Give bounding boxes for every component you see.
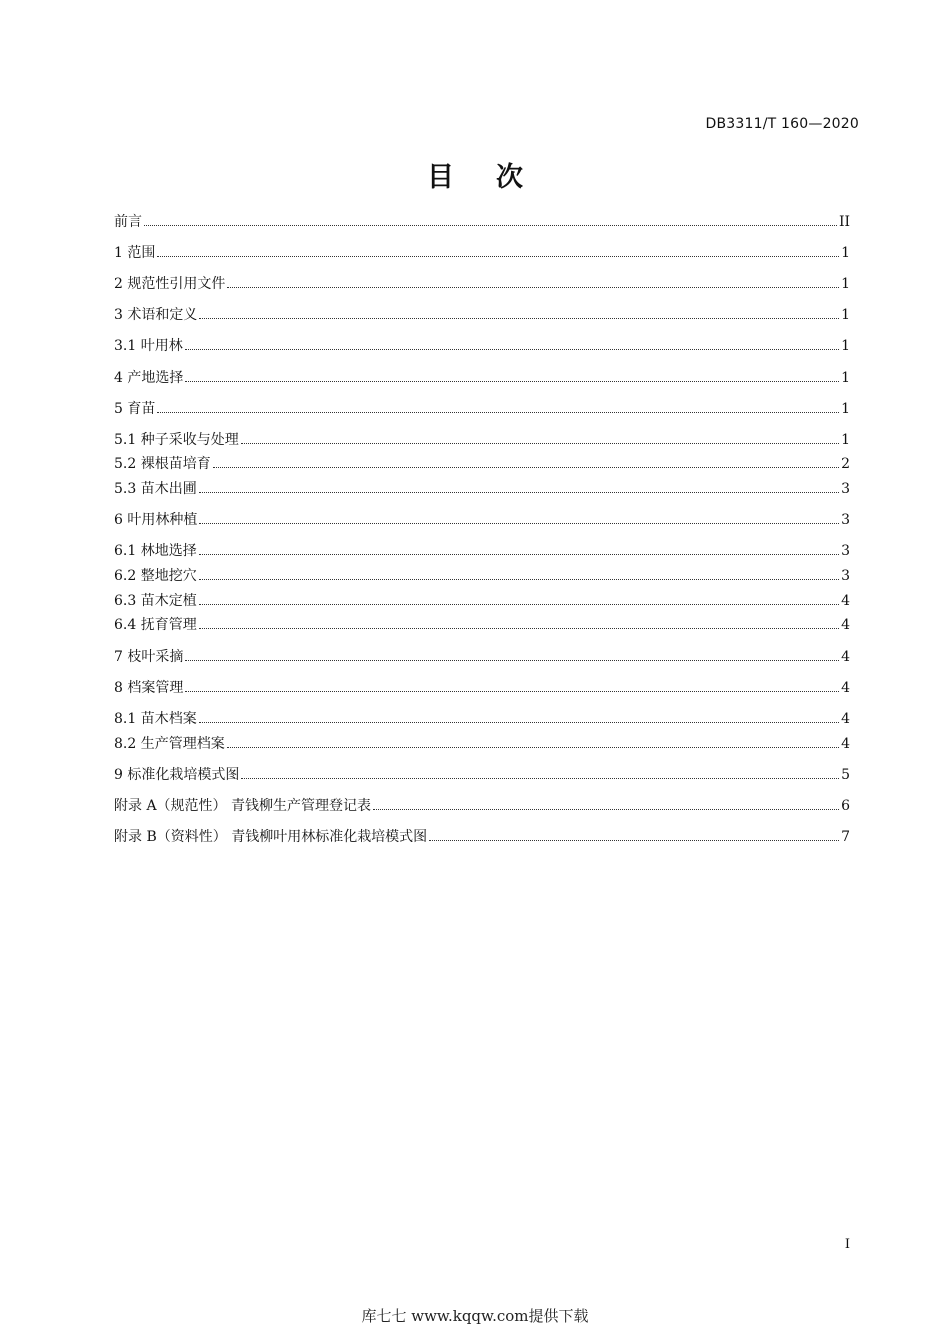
toc-entry-page: 4	[841, 649, 850, 665]
toc-entry-page: 3	[841, 543, 850, 559]
toc-entry-3-1[interactable]	[114, 336, 850, 356]
toc-entry-label: 1 范围	[114, 245, 156, 261]
dot-leader	[199, 479, 839, 493]
page-title: 目次	[427, 162, 565, 193]
dot-leader	[199, 541, 839, 555]
toc-entry-5-2[interactable]	[114, 454, 850, 474]
toc-entry-label: 2 规范性引用文件	[114, 276, 226, 292]
toc-entry-page: 2	[841, 456, 850, 472]
dot-leader	[157, 243, 839, 257]
toc-entry-page: 5	[841, 767, 850, 783]
toc-entry-label: 前言	[114, 214, 142, 230]
toc-entry-8-1[interactable]	[114, 709, 850, 729]
dot-leader	[227, 734, 839, 748]
dot-leader	[199, 510, 839, 524]
dot-leader	[429, 827, 839, 841]
toc-entry-page: 1	[841, 245, 850, 261]
toc-entry-8[interactable]	[114, 678, 850, 698]
dot-leader	[199, 305, 839, 319]
toc-entry-2[interactable]	[114, 274, 850, 294]
toc-entry-5-3[interactable]	[114, 479, 850, 499]
doc-code: DB3311/T 160—2020	[705, 116, 859, 132]
dot-leader	[144, 212, 837, 226]
dot-leader	[199, 615, 839, 629]
toc-entry-page: 7	[841, 829, 850, 845]
toc-entry-6-2[interactable]	[114, 566, 850, 586]
toc-entry-preface[interactable]	[114, 212, 850, 232]
toc-entry-appendix-b[interactable]	[114, 827, 850, 847]
dot-leader	[157, 399, 839, 413]
toc-entry-page: 1	[841, 276, 850, 292]
toc-entry-label: 5.2 裸根苗培育	[114, 456, 211, 472]
toc-entry-page: 4	[841, 711, 850, 727]
toc-entry-7[interactable]	[114, 647, 850, 667]
toc-entry-label: 3.1 叶用林	[114, 338, 183, 354]
toc-entry-8-2[interactable]	[114, 734, 850, 754]
toc-entry-label: 5 育苗	[114, 401, 156, 417]
dot-leader	[241, 765, 839, 779]
toc-entry-label: 6.1 林地选择	[114, 543, 197, 559]
toc-entry-page: 4	[841, 617, 850, 633]
toc-entry-6-3[interactable]	[114, 591, 850, 611]
toc-entry-label: 附录 A（规范性） 青钱柳生产管理登记表	[114, 798, 372, 814]
toc-entry-label: 5.3 苗木出圃	[114, 481, 197, 497]
dot-leader	[199, 566, 839, 580]
toc-entry-label: 4 产地选择	[114, 370, 184, 386]
dot-leader	[213, 454, 839, 468]
dot-leader	[373, 796, 839, 810]
toc-entry-label: 8 档案管理	[114, 680, 184, 696]
toc-entry-5-1[interactable]	[114, 430, 850, 450]
toc-entry-page: 4	[841, 593, 850, 609]
toc-entry-page: 1	[841, 307, 850, 323]
dot-leader	[227, 274, 839, 288]
toc-entry-page: II	[838, 214, 850, 230]
toc-entry-page: 3	[841, 512, 850, 528]
dot-leader	[185, 647, 839, 661]
toc-entry-appendix-a[interactable]	[114, 796, 850, 816]
dot-leader	[199, 709, 839, 723]
toc-entry-label: 6.2 整地挖穴	[114, 568, 197, 584]
toc-entry-label: 9 标准化栽培模式图	[114, 767, 240, 783]
toc-entry-6[interactable]	[114, 510, 850, 530]
toc-entry-label: 6.4 抚育管理	[114, 617, 197, 633]
toc-entry-page: 3	[841, 568, 850, 584]
toc-entry-page: 1	[841, 432, 850, 448]
toc-entry-label: 附录 B（资料性） 青钱柳叶用林标准化栽培模式图	[114, 829, 428, 845]
toc-entry-label: 6 叶用林种植	[114, 512, 198, 528]
toc-entry-page: 4	[841, 680, 850, 696]
page-number: I	[844, 1237, 850, 1252]
dot-leader	[185, 368, 839, 382]
toc-entry-label: 8.1 苗木档案	[114, 711, 197, 727]
toc-entry-4[interactable]	[114, 368, 850, 388]
toc-entry-5[interactable]	[114, 399, 850, 419]
toc-entry-label: 8.2 生产管理档案	[114, 736, 225, 752]
toc-entry-label: 7 枝叶采摘	[114, 649, 184, 665]
dot-leader	[185, 678, 839, 692]
toc-entry-label: 3 术语和定义	[114, 307, 198, 323]
dot-leader	[241, 430, 839, 444]
dot-leader	[199, 591, 839, 605]
toc-entry-6-1[interactable]	[114, 541, 850, 561]
toc-entry-page: 3	[841, 481, 850, 497]
dot-leader	[185, 336, 839, 350]
toc-entry-label: 6.3 苗木定植	[114, 593, 197, 609]
toc-entry-page: 1	[841, 370, 850, 386]
toc-entry-3[interactable]	[114, 305, 850, 325]
toc-entry-1[interactable]	[114, 243, 850, 263]
toc-entry-9[interactable]	[114, 765, 850, 785]
toc-entry-label: 5.1 种子采收与处理	[114, 432, 239, 448]
footer-watermark-text: 库七七 www.kqqw.com提供下载	[361, 1307, 589, 1325]
toc-entry-page: 1	[841, 338, 850, 354]
toc-entry-page: 4	[841, 736, 850, 752]
toc-entry-6-4[interactable]	[114, 615, 850, 635]
toc-entry-page: 1	[841, 401, 850, 417]
toc-entry-page: 6	[841, 798, 850, 814]
